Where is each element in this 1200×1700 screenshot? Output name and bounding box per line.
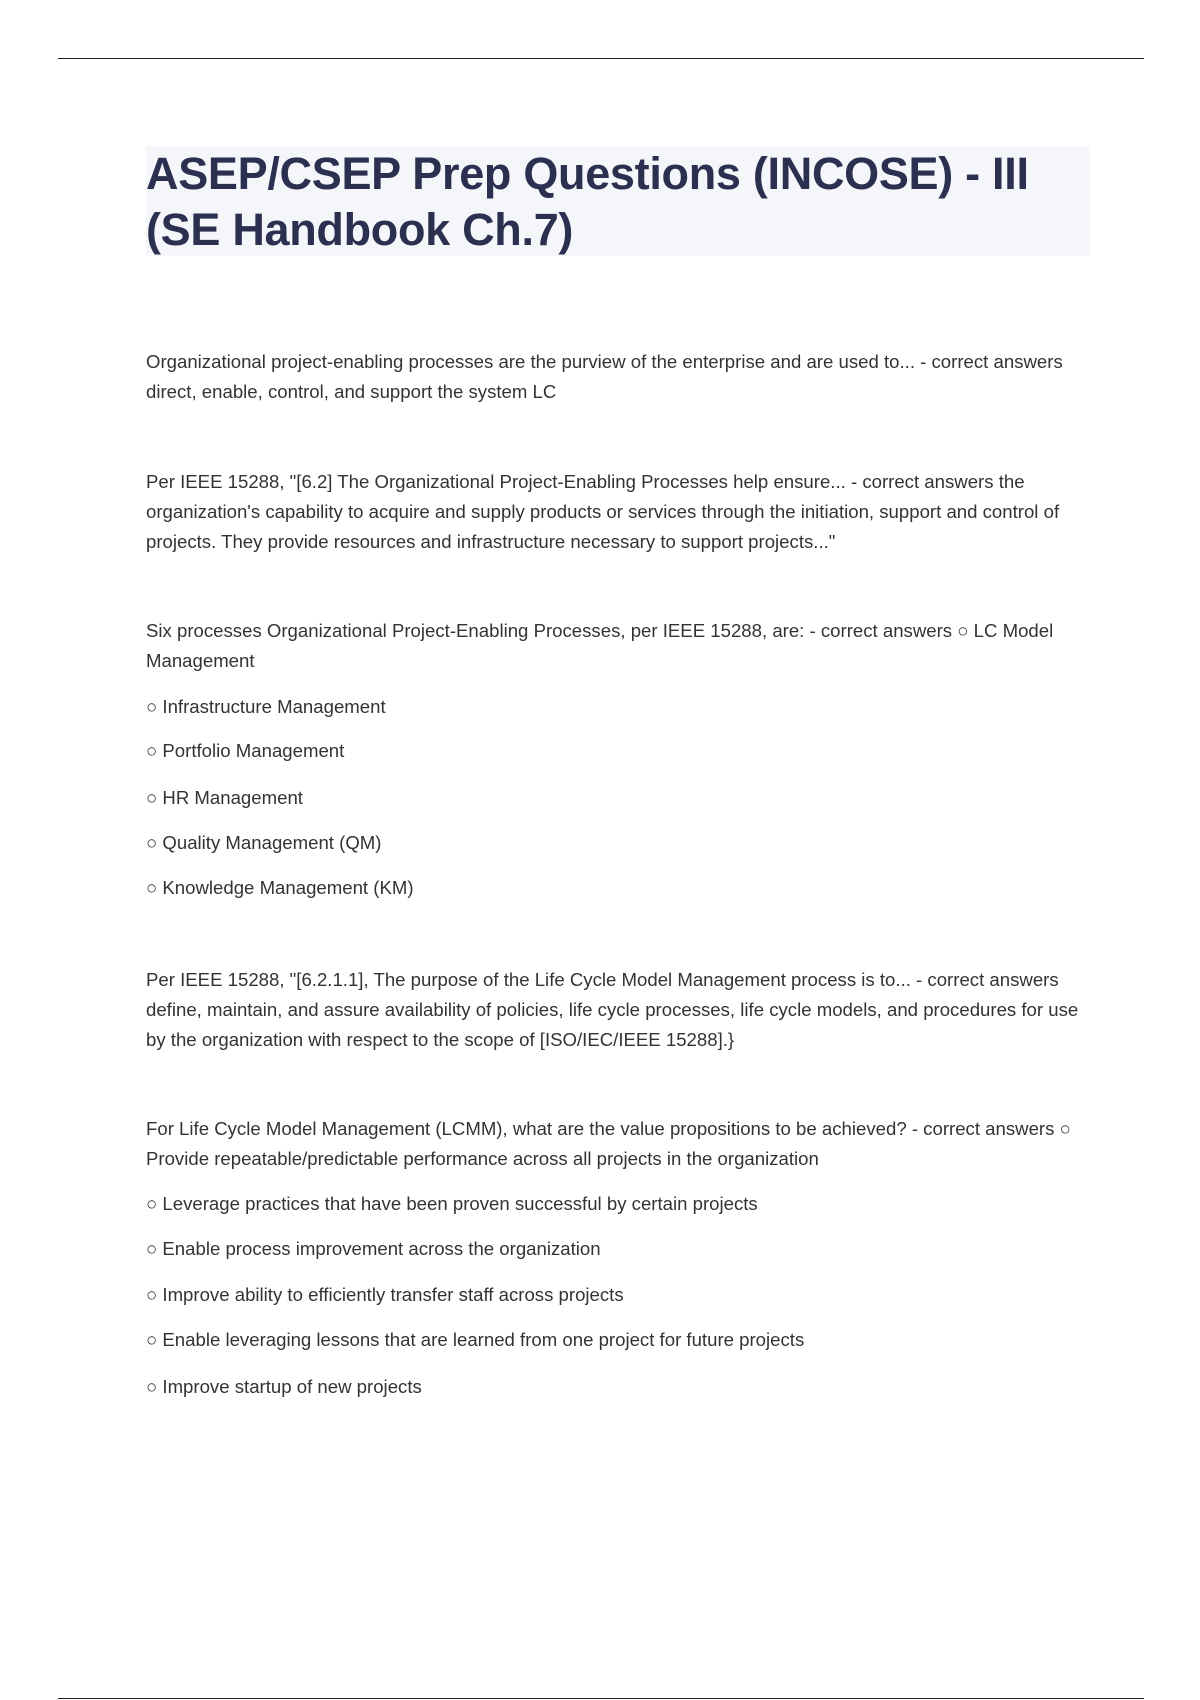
bottom-rule: [58, 1698, 1144, 1699]
list-item: ○ HR Management: [146, 787, 303, 808]
list-item: ○ Improve ability to efficiently transfer staff across projects: [146, 1284, 624, 1305]
title-box: [146, 146, 1090, 256]
list-item: ○ Infrastructure Management: [146, 696, 386, 717]
list-item: ○ Enable process improvement across the organization: [146, 1238, 601, 1259]
document-title: ASEP/CSEP Prep Questions (INCOSE) - III (SE Handbook Ch.7): [146, 148, 1029, 255]
qa-paragraph: For Life Cycle Model Management (LCMM), what are the value propositions to be achieved? - correct answers ○ Provide repeatable/predictable performance across all projects in the organization: [146, 1118, 1071, 1169]
list-item: ○ Portfolio Management: [146, 740, 345, 761]
list-item: ○ Knowledge Management (KM): [146, 877, 414, 898]
top-rule: [58, 58, 1144, 59]
list-item: ○ Leverage practices that have been proven successful by certain projects: [146, 1193, 758, 1214]
qa-paragraph: Organizational project-enabling processes are the purview of the enterprise and are used to... - correct answers direct, enable, control, and support the system LC: [146, 351, 1063, 402]
qa-paragraph: Per IEEE 15288, "[6.2] The Organizational Project-Enabling Processes help ensure... - correct answers the organization's capability to acquire and supply products or services through the initiation, support and control of projects. They provide resources and infrastructure necessary to support projects...": [146, 471, 1060, 552]
qa-paragraph: Six processes Organizational Project-Enabling Processes, per IEEE 15288, are: - correct answers ○ LC Model Management: [146, 620, 1054, 671]
list-item: ○ Enable leveraging lessons that are learned from one project for future projects: [146, 1329, 805, 1350]
list-item: ○ Improve startup of new projects: [146, 1376, 422, 1397]
list-item: ○ Quality Management (QM): [146, 832, 382, 853]
qa-paragraph: Per IEEE 15288, "[6.2.1.1], The purpose of the Life Cycle Model Management process is to... - correct answers define, maintain, and assure availability of policies, life cycle processes, life cycle models, and procedures for use by the organization with respect to the scope of [ISO/IEC/IEEE 15288].}: [146, 969, 1079, 1050]
